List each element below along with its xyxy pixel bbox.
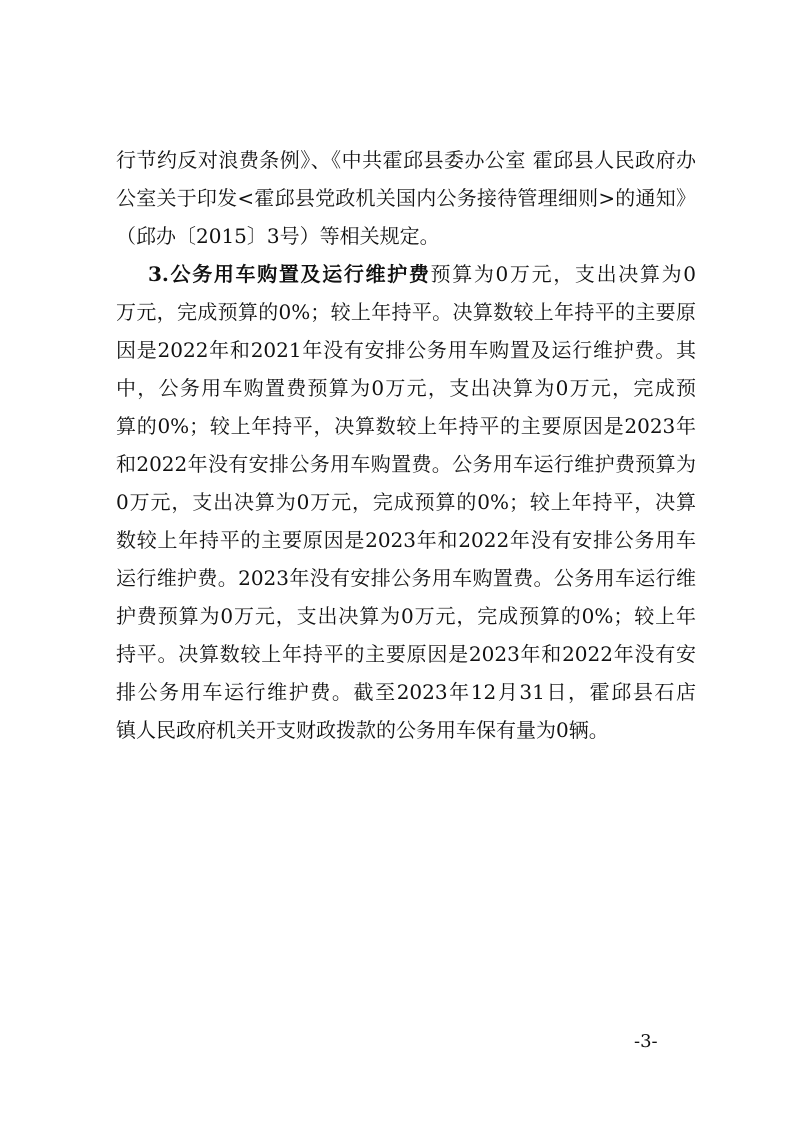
text-line: 数较上年持平的主要原因是2023年和2022年没有安排公务用车 xyxy=(116,528,696,552)
text-line: 万元，完成预算的0%；较上年持平。决算数较上年持平的主要原 xyxy=(116,300,696,324)
text-line: （邱办〔2015〕3号）等相关规定。 xyxy=(116,224,440,248)
text-line: 中，公务用车购置费预算为0万元，支出决算为0万元，完成预 xyxy=(116,376,696,400)
text-line: 因是2022年和2021年没有安排公务用车购置及运行维护费。其 xyxy=(116,338,696,362)
text-line: 公室关于印发<霍邱县党政机关国内公务接待管理细则>的通知》 xyxy=(116,186,696,210)
text-line: 护费预算为0万元，支出决算为0万元，完成预算的0%；较上年 xyxy=(116,604,696,628)
text-line: 预算为0万元，支出决算为0 xyxy=(430,262,696,286)
text-line: 运行维护费。2023年没有安排公务用车购置费。公务用车运行维 xyxy=(116,566,696,590)
section-heading: 3.公务用车购置及运行维护费 xyxy=(148,262,431,286)
text-line: 0万元，支出决算为0万元，完成预算的0%；较上年持平，决算 xyxy=(116,490,696,514)
section-heading-line xyxy=(148,262,696,286)
text-line: 镇人民政府机关开支财政拨款的公务用车保有量为0辆。 xyxy=(116,718,609,742)
text-line: 排公务用车运行维护费。截至2023年12月31日，霍邱县石店 xyxy=(116,680,696,704)
text-line: 行节约反对浪费条例》、《中共霍邱县委办公室 霍邱县人民政府办 xyxy=(116,148,696,172)
page-number: -3- xyxy=(634,1031,658,1052)
text-line: 持平。决算数较上年持平的主要原因是2023年和2022年没有安 xyxy=(116,642,696,666)
text-line: 和2022年没有安排公务用车购置费。公务用车运行维护费预算为 xyxy=(116,452,696,476)
text-line: 算的0%；较上年持平，决算数较上年持平的主要原因是2023年 xyxy=(116,414,696,438)
